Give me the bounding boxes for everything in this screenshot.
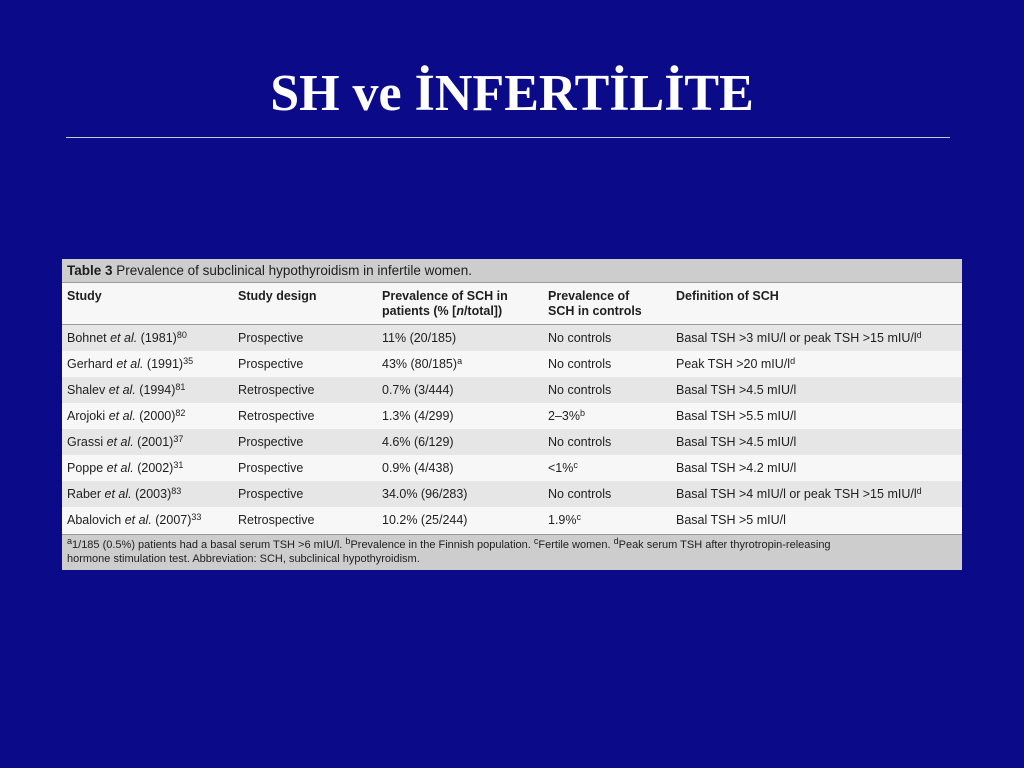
cell-design: Retrospective [233,377,377,403]
cell-prevalence-controls-value: 1.9% [548,512,577,527]
header-prevalence-patients [377,283,543,325]
cell-prevalence-patients [377,377,543,403]
cell-prevalence-controls [543,429,671,455]
cell-prevalence-patients [377,429,543,455]
cell-definition-value: Peak TSH >20 mIU/l [676,356,791,371]
cell-prevalence-patients [377,325,543,352]
cell-study-year: (2001) [133,434,174,449]
cell-study [62,455,233,481]
cell-study-author: Abalovich [67,512,125,527]
cell-design: Prospective [233,351,377,377]
cell-prevalence-patients [377,351,543,377]
cell-prevalence-controls [543,377,671,403]
footnote-mark-d: d [613,536,619,546]
cell-study-author: Arojoki [67,408,109,423]
table-row [62,325,962,352]
table-row [62,351,962,377]
header-prevalence-controls-line2: SCH in controls [548,304,642,318]
cell-prevalence-patients [377,481,543,507]
cell-definition [671,377,962,403]
cell-definition-value: Basal TSH >4.5 mIU/l [676,434,797,449]
title-divider [66,137,950,138]
cell-study-author: Raber [67,486,105,501]
cell-study-etal: et al. [104,486,132,501]
cell-study [62,507,233,533]
header-prevalence-patients-line2b: /total]) [463,304,503,318]
cell-prevalence-controls [543,481,671,507]
footnote-mark-c: c [533,536,539,546]
cell-definition-value: Basal TSH >5.5 mIU/l [676,408,797,423]
cell-study-etal: et al. [106,460,134,475]
cell-definition [671,403,962,429]
cell-study-year: (1991) [143,356,184,371]
cell-prevalence-patients-note: a [457,355,463,366]
cell-prevalence-controls-note: b [579,407,585,418]
cell-prevalence-patients-value: 1.3% (4/299) [382,408,454,423]
cell-study-ref: 81 [175,381,186,392]
cell-prevalence-controls [543,351,671,377]
table-row [62,429,962,455]
cell-study [62,377,233,403]
footnote-d: Peak serum TSH after thyrotropin-releasing [618,539,831,551]
cell-prevalence-controls-value: No controls [548,330,612,345]
cell-study-year: (2007) [151,512,192,527]
cell-definition [671,455,962,481]
cell-definition [671,325,962,352]
cell-design: Prospective [233,481,377,507]
cell-study-etal: et al. [108,408,136,423]
footnote-line2: hormone stimulation test. Abbreviation: SCH, subclinical hypothyroidism. [67,552,420,565]
slide-title: SH ve İNFERTİLİTE [270,65,754,122]
cell-definition-note: d [790,355,796,366]
cell-prevalence-controls-value: No controls [548,486,612,501]
cell-prevalence-controls [543,455,671,481]
cell-study [62,325,233,352]
prevalence-table-figure [62,259,962,570]
cell-study-ref: 37 [173,433,184,444]
cell-prevalence-controls [543,507,671,533]
header-prevalence-controls [543,283,671,325]
cell-study-etal: et al. [110,330,138,345]
table-caption [62,259,962,282]
table-caption-label: Table 3 [67,263,113,278]
header-prevalence-patients-line2a: patients (% [ [382,304,457,318]
cell-design: Prospective [233,429,377,455]
cell-study-etal: et al. [124,512,152,527]
cell-definition [671,429,962,455]
table-row [62,481,962,507]
cell-study-year: (2002) [133,460,174,475]
header-definition: Definition of SCH [671,283,962,325]
cell-definition-value: Basal TSH >4.2 mIU/l [676,460,797,475]
cell-prevalence-patients [377,507,543,533]
cell-design: Retrospective [233,403,377,429]
header-study-design: Study design [233,283,377,325]
cell-study-author: Bohnet [67,330,111,345]
cell-study [62,351,233,377]
cell-prevalence-controls-value: <1% [548,460,574,475]
cell-study-ref: 82 [175,407,186,418]
cell-study-author: Gerhard [67,356,117,371]
table-header-row [62,283,962,325]
cell-prevalence-patients-value: 34.0% (96/283) [382,486,468,501]
cell-prevalence-controls-value: 2–3% [548,408,580,423]
cell-prevalence-controls-value: No controls [548,434,612,449]
cell-study-ref: 35 [183,355,194,366]
cell-definition [671,351,962,377]
cell-prevalence-controls-note: c [573,459,578,470]
cell-definition [671,481,962,507]
cell-study-ref: 80 [176,329,187,340]
cell-study-author: Poppe [67,460,107,475]
cell-prevalence-patients-value: 0.9% (4/438) [382,460,454,475]
cell-definition-note: d [916,329,922,340]
cell-prevalence-patients-value: 0.7% (3/444) [382,382,454,397]
cell-study [62,481,233,507]
cell-definition-value: Basal TSH >3 mIU/l or peak TSH >15 mIU/l [676,330,917,345]
footnote-mark-b: b [345,536,351,546]
cell-study-ref: 83 [171,485,182,496]
cell-design: Prospective [233,325,377,352]
cell-prevalence-controls-value: No controls [548,356,612,371]
cell-prevalence-patients [377,403,543,429]
cell-study-author: Shalev [67,382,109,397]
cell-definition-value: Basal TSH >4 mIU/l or peak TSH >15 mIU/l [676,486,917,501]
table-caption-text: Prevalence of subclinical hypothyroidism in infertile women. [112,263,472,278]
cell-prevalence-controls [543,403,671,429]
footnote-a: 1/185 (0.5%) patients had a basal serum TSH >6 mIU/l. [72,539,346,551]
table-footnote [62,534,962,570]
cell-prevalence-controls-note: c [576,511,581,522]
cell-study-year: (1981) [137,330,177,345]
cell-study-year: (1994) [135,382,176,397]
footnote-mark-a: a [67,536,73,546]
prevalence-table [62,282,962,533]
cell-study [62,429,233,455]
header-prevalence-controls-line1: Prevalence of [548,289,630,303]
cell-study-etal: et al. [108,382,136,397]
cell-study-author: Grassi [67,434,107,449]
cell-study-ref: 33 [191,511,202,522]
cell-study-year: (2000) [135,408,176,423]
cell-definition-note: d [916,485,922,496]
cell-prevalence-patients-value: 11% (20/185) [382,330,457,345]
header-study: Study [62,283,233,325]
table-row [62,403,962,429]
table-row [62,377,962,403]
cell-definition-value: Basal TSH >4.5 mIU/l [676,382,797,397]
cell-study [62,403,233,429]
table-row [62,455,962,481]
cell-design: Prospective [233,455,377,481]
footnote-b: Prevalence in the Finnish population. [350,539,534,551]
footnote-c: Fertile women. [538,539,614,551]
cell-definition [671,507,962,533]
cell-prevalence-patients-value: 4.6% (6/129) [382,434,454,449]
cell-prevalence-controls [543,325,671,352]
table-row [62,507,962,533]
cell-definition-value: Basal TSH >5 mIU/l [676,512,786,527]
cell-prevalence-patients-value: 43% (80/185) [382,356,458,371]
cell-study-etal: et al. [116,356,144,371]
cell-study-etal: et al. [106,434,134,449]
cell-design: Retrospective [233,507,377,533]
header-prevalence-patients-n: n [456,304,464,318]
cell-prevalence-controls-value: No controls [548,382,612,397]
cell-prevalence-patients [377,455,543,481]
cell-study-year: (2003) [131,486,172,501]
header-prevalence-patients-line1: Prevalence of SCH in [382,289,508,303]
cell-prevalence-patients-value: 10.2% (25/244) [382,512,468,527]
cell-study-ref: 31 [173,459,184,470]
table-body [62,325,962,534]
